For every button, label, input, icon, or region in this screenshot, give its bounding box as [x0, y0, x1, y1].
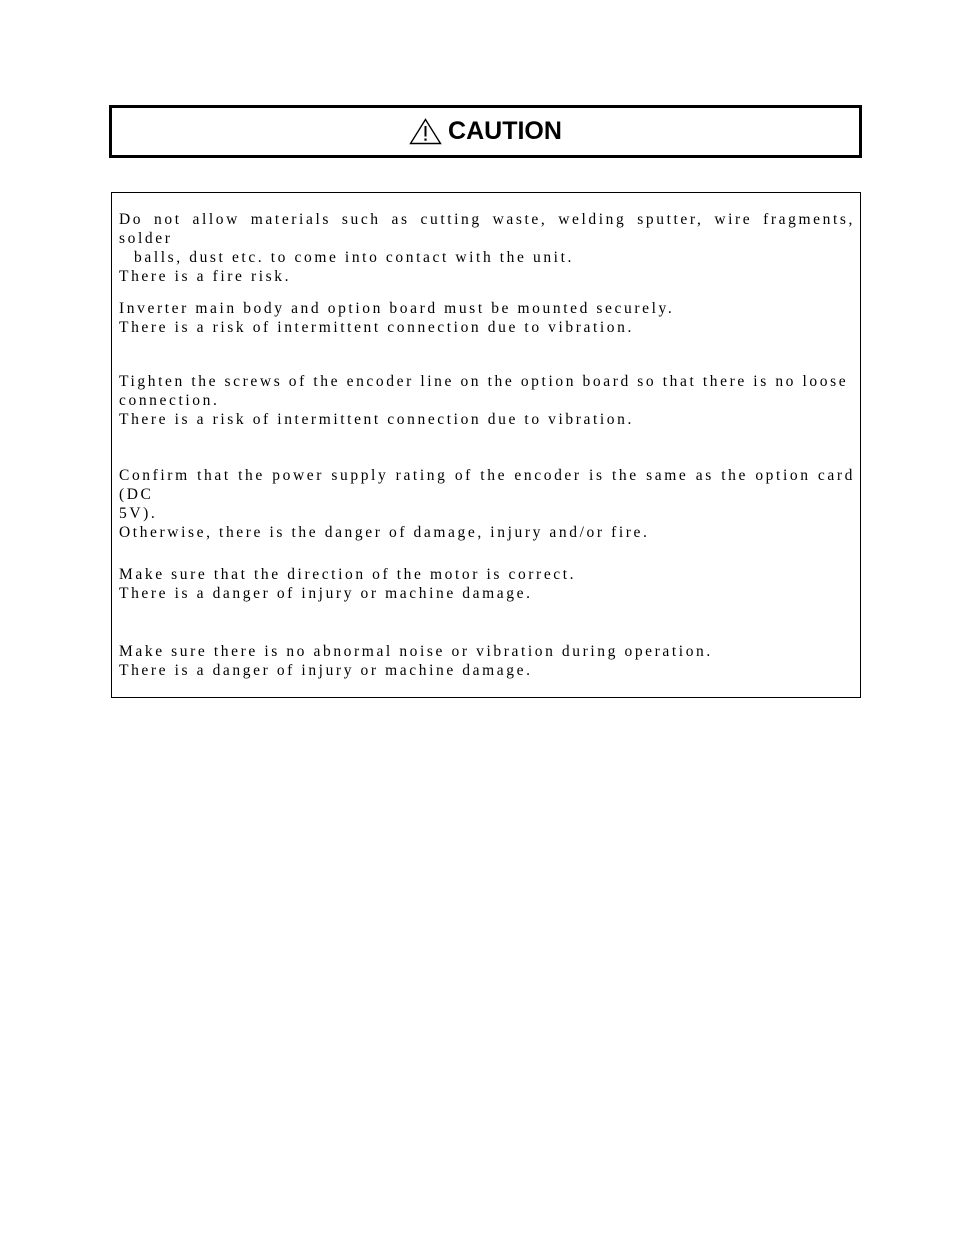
notice-text: Make sure that the direction of the motor is correct. [119, 566, 577, 583]
notice-consequence: There is a risk of intermittent connection due to vibration. [119, 319, 634, 336]
notice-text: connection. [119, 392, 220, 409]
notice-fire-risk [119, 210, 855, 286]
notice-text: Tighten the screws of the encoder line on the option board so that there is no loose [119, 373, 849, 390]
caution-title: CAUTION [448, 117, 562, 145]
notice-consequence: Otherwise, there is the danger of damage, injury and/or fire. [119, 524, 650, 541]
notice-consequence: There is a danger of injury or machine damage. [119, 662, 533, 679]
notice-consequence: There is a fire risk. [119, 268, 292, 285]
notice-consequence: There is a danger of injury or machine damage. [119, 585, 533, 602]
notice-text: Do not allow materials such as cutting waste, welding sputter, wire fragments, solder [119, 211, 855, 247]
notice-consequence: There is a risk of intermittent connection due to vibration. [119, 411, 634, 428]
notice-motor-direction [119, 565, 855, 603]
notice-mounting [119, 299, 855, 337]
notice-text: Confirm that the power supply rating of the encoder is the same as the option card (DC [119, 467, 855, 503]
caution-header [109, 105, 862, 158]
notice-text: Inverter main body and option board must be mounted securely. [119, 300, 675, 317]
warning-triangle-icon [409, 118, 442, 145]
notice-abnormal-noise [119, 642, 855, 680]
notice-box [111, 192, 861, 698]
notice-text: 5V). [119, 505, 158, 522]
notice-text: Make sure there is no abnormal noise or vibration during operation. [119, 643, 713, 660]
notice-power-supply [119, 466, 855, 542]
notice-text: balls, dust etc. to come into contact with the unit. [134, 249, 574, 266]
notice-encoder-screws [119, 372, 855, 429]
caution-heading [409, 117, 562, 146]
